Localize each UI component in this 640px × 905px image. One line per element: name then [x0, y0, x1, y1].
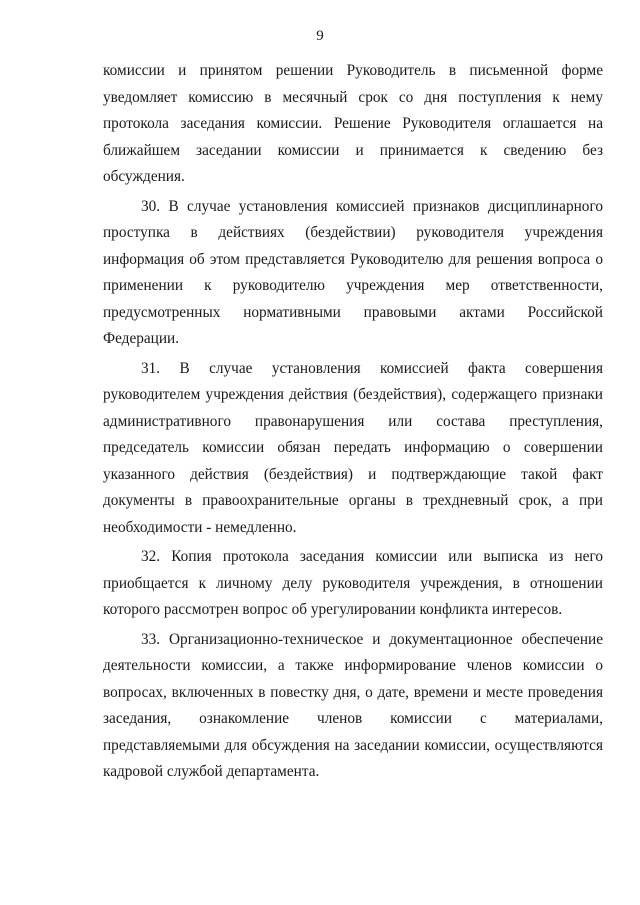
paragraph-31: 31. В случае установления комиссией факта совершения руководителем учреждения действия (бездействия), содержащего признаки административного правонарушения или состава преступления, председатель комиссии обязан передать информацию о совершении указанного действия (бездействия) и подтверждающие такой факт документы в правоохранительные органы в трехдневный срок, а при необходимости - немедленно. [103, 359, 603, 536]
paragraph-30: 30. В случае установления комиссией признаков дисциплинарного проступка в действиях (бездействии) руководителя учреждения информация об этом представляется Руководителю для решения вопроса о применении к руководителю учреждения мер ответственности, предусмотренных нормативными правовыми актами Российской Федерации. [103, 197, 603, 347]
document-body [103, 58, 603, 786]
paragraph-32: 32. Копия протокола заседания комиссии или выписка из него приобщается к личному делу руководителя учреждения, в отношении которого рассмотрен вопрос об урегулировании конфликта интересов. [103, 548, 603, 618]
page-number: 9 [316, 28, 324, 44]
paragraph-continuation: комиссии и принятом решении Руководитель в письменной форме уведомляет комиссию в месячный срок со дня поступления к нему протокола заседания комиссии. Решение Руководителя оглашается на ближайшем заседании комиссии и принимается к сведению без обсуждения. [103, 62, 603, 185]
paragraph-33: 33. Организационно-техническое и документационное обеспечение деятельности комиссии, а также информирование членов комиссии о вопросах, включенных в повестку дня, о дате, времени и месте проведения заседания, ознакомление членов комиссии с материалами, представляемыми для обсуждения на заседании комиссии, осуществляются кадровой службой департамента. [103, 630, 603, 780]
